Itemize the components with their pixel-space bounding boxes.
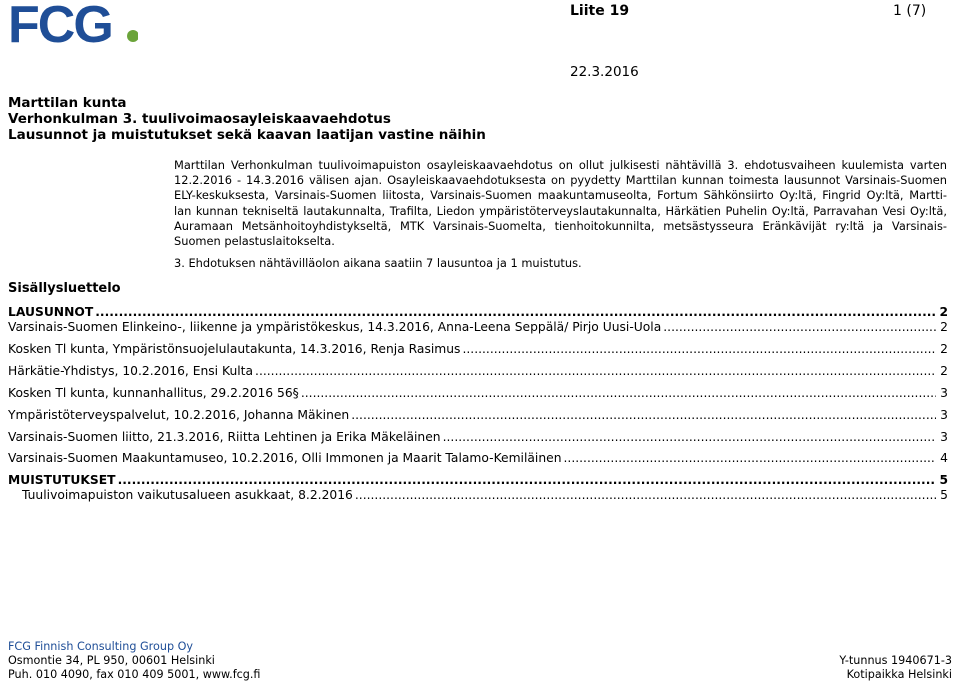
toc-page: 2 [940,320,948,334]
toc-entry-text: Varsinais-Suomen liitto, 21.3.2016, Riitta Lehtinen ja Erika Mäkeläinen [8,430,441,444]
toc-entry-lausunnot[interactable] [8,305,948,319]
footer-domicile: Kotipaikka Helsinki [846,668,952,681]
toc-leader [255,364,936,378]
toc-page: 3 [940,408,948,422]
municipality-name: Marttilan kunta [8,95,127,111]
toc-page: 5 [939,473,948,487]
toc-entry[interactable] [8,451,948,465]
fcg-logo [8,2,138,48]
toc-leader [663,320,936,334]
toc-page: 5 [940,488,948,502]
page-number: 1 (7) [893,3,927,19]
toc-entry[interactable] [8,408,948,422]
intro-line: Auramaan Metsänhoitoyhdistykseltä, MTK Varsinais-Suomelta, tienhoitokunnilta, metsästysseura Eränkävijät ry:ltä ja Varsinais- [174,218,947,233]
toc-leader [95,305,935,319]
toc-entry[interactable] [22,488,948,502]
toc-entry-text: Tuulivoimapuiston vaikutusalueen asukkaat, 8.2.2016 [22,488,353,502]
toc-entry[interactable] [8,386,948,400]
intro-line: lan kunnan tekniseltä lautakunnalta, Trafilta, Liedon ympäristöterveyslautakunnalta, Härkätien Puhelin Oy:ltä, Parravahan Vesi Oy:ltä, [174,203,947,218]
svg-text:FCG: FCG [8,2,112,48]
document-subject: Lausunnot ja muistutukset sekä kaavan laatijan vastine näihin [8,127,486,143]
toc-leader [462,342,936,356]
toc-entry-text: Ympäristöterveyspalvelut, 10.2.2016, Johanna Mäkinen [8,408,350,422]
toc-entry[interactable] [8,342,948,356]
toc-leader [355,488,936,502]
toc-page: 2 [939,305,948,319]
toc-page: 2 [940,342,948,356]
toc-page: 3 [940,430,948,444]
footer-contact: Puh. 010 4090, fax 010 409 5001, www.fcg.fi [8,668,261,681]
intro-line: Suomen pelastuslaitokselta. [174,234,335,249]
document-title-block [8,95,486,143]
toc-entry[interactable] [8,430,948,444]
intro-line: 12.2.2016 - 14.3.2016 välisen ajan. Osayleiskaavaehdotuksesta on pyydetty Marttilan kunnan toimesta lausunnot Varsinais-Suomen [174,173,947,188]
toc-entry-text: Härkätie-Yhdistys, 10.2.2016, Ensi Kulta [8,364,254,378]
toc-entry[interactable] [8,320,948,334]
footer-business-id: Y-tunnus 1940671-3 [839,654,952,667]
toc-entry-text: Varsinais-Suomen Maakuntamuseo, 10.2.2016, Olli Immonen ja Maarit Talamo-Kemiläinen [8,451,562,465]
toc-leader [443,430,937,444]
toc-page: 3 [940,386,948,400]
toc-entry[interactable] [8,364,948,378]
toc-leader [351,408,936,422]
footer-left [8,640,260,682]
footer-right [839,654,952,682]
toc-title: Sisällysluettelo [8,281,121,296]
toc-entry-text: Kosken Tl kunta, kunnanhallitus, 29.2.2016 56§ [8,386,299,400]
footer-company: FCG Finnish Consulting Group Oy [8,640,194,653]
intro-paragraph [174,158,947,249]
footer-address: Osmontie 34, PL 950, 00601 Helsinki [8,654,215,667]
toc-leader [564,451,937,465]
plan-name: Verhonkulman 3. tuulivoimaosayleiskaavaehdotus [8,111,391,127]
toc-entry-text: Varsinais-Suomen Elinkeino-, liikenne ja ympäristökeskus, 14.3.2016, Anna-Leena Seppälä/ Pirjo Uusi-Uola [8,320,662,334]
toc-entry-muistutukset[interactable] [8,473,948,487]
statement-count: 3. Ehdotuksen nähtävilläolon aikana saatiin 7 lausuntoa ja 1 muistutus. [174,256,582,270]
toc-entry-text: MUISTUTUKSET [8,473,116,487]
toc-leader [301,386,936,400]
toc-leader [118,473,936,487]
intro-line: ELY-keskuksesta, Varsinais-Suomen liitosta, Varsinais-Suomen maakuntamuseolta, Fortum Sähkönsiirto Oy:ltä, Fingrid Oy:ltä, Martti- [174,188,947,203]
attachment-label: Liite 19 [570,3,630,19]
toc-page: 2 [940,364,948,378]
toc-entry-text: LAUSUNNOT [8,305,94,319]
intro-line: Marttilan Verhonkulman tuulivoimapuiston osayleiskaavaehdotus on ollut julkisesti nähtävillä 3. ehdotusvaiheen kuulemista varten [174,158,947,172]
toc-entry-text: Kosken Tl kunta, Ympäristönsuojelulautakunta, 14.3.2016, Renja Rasimus [8,342,461,356]
document-date: 22.3.2016 [570,64,639,80]
toc-page: 4 [940,451,948,465]
